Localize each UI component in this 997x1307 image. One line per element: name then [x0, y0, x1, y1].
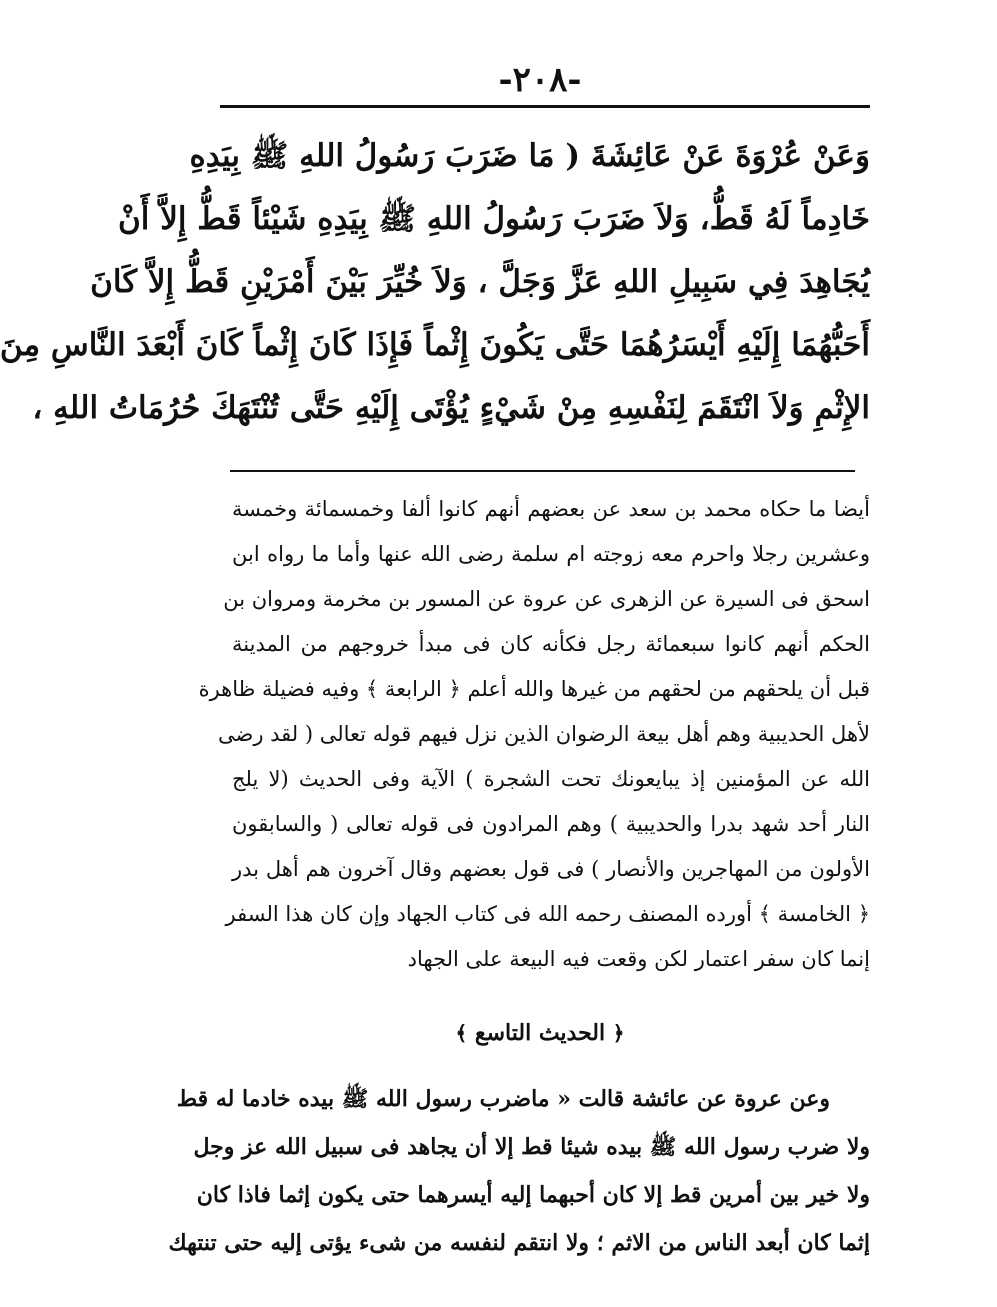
commentary-line: لأهل الحديبية وهم أهل بيعة الرضوان الذين نزل فيهم قوله تعالى ( لقد رضى [218, 722, 870, 746]
divider-rule [230, 470, 855, 472]
hadith-line: أَحَبُّهُمَا إِلَيْهِ أَيْسَرُهُمَا حَتَّى يَكُونَ إِثْماً فَإِذَا كَانَ إِثْماً كَانَ أَبْعَدَ النَّاسِ مِنَ [0, 327, 870, 363]
hadith-line: الإِثْمِ وَلاَ انْتَقَمَ لِنَفْسِهِ مِنْ شَيْءٍ يُؤْتَى إِلَيْهِ حَتَّى تُنْتَهَكَ حُرُمَاتُ اللهِ ، [32, 390, 870, 426]
page [0, 50, 870, 1280]
hadith-nine-line: ولا ضرب رسول الله ﷺ بيده شيئا قط إلا أن يجاهد فى سبيل الله عز وجل [193, 1134, 870, 1160]
hadith-nine-line: وعن عروة عن عائشة قالت « ماضرب رسول الله ﷺ بيده خادما له قط [176, 1086, 830, 1112]
commentary-line: الله عن المؤمنين إذ يبايعونك تحت الشجرة ) الآية وفى الحديث (لا يلج [232, 767, 870, 791]
top-rule [220, 105, 870, 108]
hadith-line: يُجَاهِدَ فِي سَبِيلِ اللهِ عَزَّ وَجَلَّ ، وَلاَ خُيِّرَ بَيْنَ أَمْرَيْنِ قَطُّ إِلاَّ كَانَ [90, 264, 870, 300]
section-heading [210, 1020, 870, 1046]
hadith-line: خَادِماً لَهُ قَطُّ، وَلاَ ضَرَبَ رَسُولُ اللهِ ﷺ بِيَدِهِ شَيْئاً قَطُّ إِلاَّ أَنْ [118, 201, 870, 237]
section-heading-label: الحديث التاسع [474, 1020, 606, 1046]
commentary-line: قبل أن يلحقهم من لحقهم من غيرها والله أعلم ﴿ الرابعة ﴾ وفيه فضيلة ظاهرة [198, 677, 870, 701]
ornament-icon: ﴾ [455, 1021, 468, 1045]
commentary-line: الحكم أنهم كانوا سبعمائة رجل فكأنه كان فى مبدأ خروجهم من المدينة [232, 632, 870, 656]
hadith-line: وَعَنْ عُرْوَةَ عَنْ عَائِشَةَ ( مَا ضَرَبَ رَسُولُ اللهِ ﷺ بِيَدِهِ [189, 138, 870, 174]
page-number: -٢٠٨- [498, 60, 582, 100]
commentary-line: أيضا ما حكاه محمد بن سعد عن بعضهم أنهم كانوا ألفا وخمسمائة وخمسة [232, 497, 870, 521]
commentary-text [198, 487, 870, 982]
commentary-line: ﴿ الخامسة ﴾ أورده المصنف رحمه الله فى كتاب الجهاد وإن كان هذا السفر [225, 902, 870, 926]
hadith-nine-text [168, 1075, 870, 1267]
commentary-line: الأولون من المهاجرين والأنصار ) فى قول بعضهم وقال آخرون هم أهل بدر [232, 857, 870, 881]
commentary-line: إنما كان سفر اعتمار لكن وقعت فيه البيعة على الجهاد [407, 947, 870, 971]
hadith-text [0, 125, 870, 440]
commentary-line: وعشرين رجلا واحرم معه زوجته ام سلمة رضى الله عنها وأما ما رواه ابن [232, 542, 870, 566]
hadith-nine-line: إثما كان أبعد الناس من الاثم ؛ ولا انتقم لنفسه من شىء يؤتى إليه حتى تنتهك [168, 1230, 870, 1256]
ornament-icon: ﴿ [612, 1021, 625, 1045]
commentary-line: اسحق فى السيرة عن الزهرى عن عروة عن المسور بن مخرمة ومروان بن [223, 587, 870, 611]
hadith-nine-line: ولا خير بين أمرين قط إلا كان أحبهما إليه أيسرهما حتى يكون إثما فاذا كان [196, 1182, 870, 1208]
commentary-line: النار أحد شهد بدرا والحديبية ) وهم المرادون فى قوله تعالى ( والسابقون [232, 812, 870, 836]
